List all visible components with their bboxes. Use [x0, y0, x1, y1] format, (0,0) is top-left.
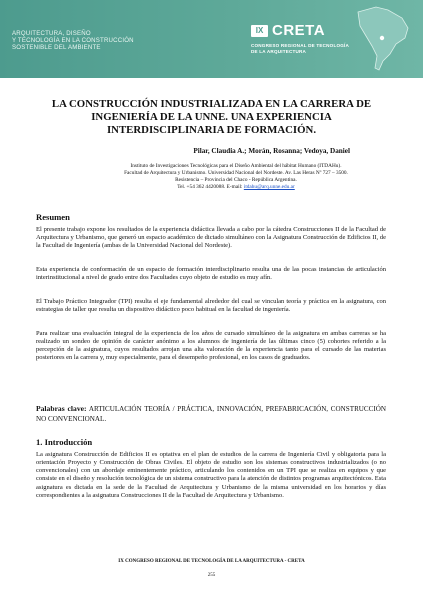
resumen-paragraph-3: El Trabajo Práctico Integrador (TPI) resulta el eje fundamental alrededor del cual se vinculan teoría y práctica en la asignatura, con estrategias de taller que resulta un dispositivo didáctico poco habitual en la facultad de ingeniería. [36, 298, 386, 314]
keywords-text: ARTICULACIÓN TEORÍA / PRÁCTICA, INNOVACIÓN, PREFABRICACIÓN, CONSTRUCCIÓN NO CONVENCIONAL. [36, 405, 386, 423]
creta-subtitle-2: DE LA ARQUITECTURA [251, 49, 307, 54]
title-line: INTERDISCIPLINARIA DE FORMACIÓN. [106, 124, 317, 136]
section-heading-resumen: Resumen [36, 212, 70, 222]
intro-paragraph: La asignatura Construcción de Edificios II es optativa en el plan de estudios de la carrera de Ingeniería Civil y obligatoria para la orientación Proyecto y Construcción de Obras Civiles. El objeto de estudio son los sistemas constructivos industrializados (o no convencionales) con un abordaje eminentemente práctico, articulando los contenidos en un TPI que se realiza en equipos y que consiste en el diseño y resolución tecnológica de un sistema constructivo para la atención de distintos programas arquitectónicos. Esta asignatura es dictada en la sede de la Facultad de Arquitectura y Urbanismo de la misma universidad en los horarios y días correspondientes a la asignatura Construcciones II de la Facultad de Arquitectura y Urbanismo. [36, 451, 386, 499]
paper-title [40, 98, 383, 137]
keywords-label: Palabras clave: [36, 404, 87, 413]
resumen-paragraph-4: Para realizar una evaluación integral de la experiencia de los años de cursado simultáneo de la asignatura en ambas carreras se ha realizado un sondeo de opinión de carácter anónimo a los alumnos de ingeniería de las últimas cinco (5) cohortes referido a la percepción de la asignatura, cuyos resultados arrojan una alta valoración de la experiencia tanto para el cursado de las materias posteriores en la carrera y, muy especialmente, para el desempeño profesional, en los casos de graduados. [36, 330, 386, 362]
section-heading-introduccion: 1. Introducción [36, 437, 93, 447]
email-link[interactable]: itdahu@arq.unne.edu.ar [243, 183, 295, 190]
paper-affiliation [86, 163, 386, 191]
page-number: 255 [207, 573, 216, 578]
creta-brand-name: CRETA [272, 22, 326, 39]
title-line: INGENIERÍA DE LA UNNE. UNA EXPERIENCIA [91, 111, 332, 123]
contact-line [86, 184, 386, 191]
contact-prefix: Tel. +54 362 4420088. E-mail: [177, 183, 244, 190]
banner-tagline-line: ARQUITECTURA, DISEÑO [12, 30, 91, 37]
creta-subtitle-1: CONGRESO REGIONAL DE TECNOLOGÍA [251, 43, 349, 48]
south-america-map-icon [350, 4, 412, 72]
title-line: LA CONSTRUCCIÓN INDUSTRIALIZADA EN LA CARRERA DE [51, 98, 372, 110]
keywords [36, 404, 386, 424]
creta-badge: IX [251, 25, 268, 37]
affiliation-line: Resistencia – Provincia del Chaco - República Argentina. [175, 176, 297, 183]
header-banner [0, 0, 423, 78]
banner-tagline-line: Y TECNOLOGÍA EN LA CONSTRUCCIÓN [12, 37, 134, 45]
affiliation-line: Facultad de Arquitectura y Urbanismo. Universidad Nacional del Nordeste. Av. Las Heras Nº 727 – 3500. [124, 169, 348, 176]
page-footer: IX CONGRESO REGIONAL DE TECNOLOGÍA DE LA ARQUITECTURA - CRETA [118, 559, 305, 564]
banner-tagline-line: SOSTENIBLE DEL AMBIENTE [12, 44, 101, 52]
resumen-paragraph-2: Esta experiencia de conformación de un espacio de formación interdisciplinario resulta una de las pocas instancias de articulación interinstitucional a nivel de grado entre dos Facultades cuyo objeto de estudio es muy afín. [36, 266, 386, 282]
resumen-paragraph-1: El presente trabajo expone los resultados de la experiencia didáctica llevada a cabo por la cátedra Construcciones II de la Facultad de Arquitectura y Urbanismo, que generó un espacio académico de dictado simultáneo con la Asignatura Construcción de Edificios II, de la Facultad de Ingeniería (ambas de la Universidad Nacional del Nordeste). [36, 226, 386, 250]
affiliation-line: Instituto de Investigaciones Tecnológicas para el Diseño Ambiental del hábitat Humano (ITDAHu). [130, 163, 342, 169]
banner-tagline [12, 30, 212, 52]
paper-authors: Pilar, Claudia A.; Morán, Rosanna; Vedoya, Daniel [193, 147, 350, 155]
